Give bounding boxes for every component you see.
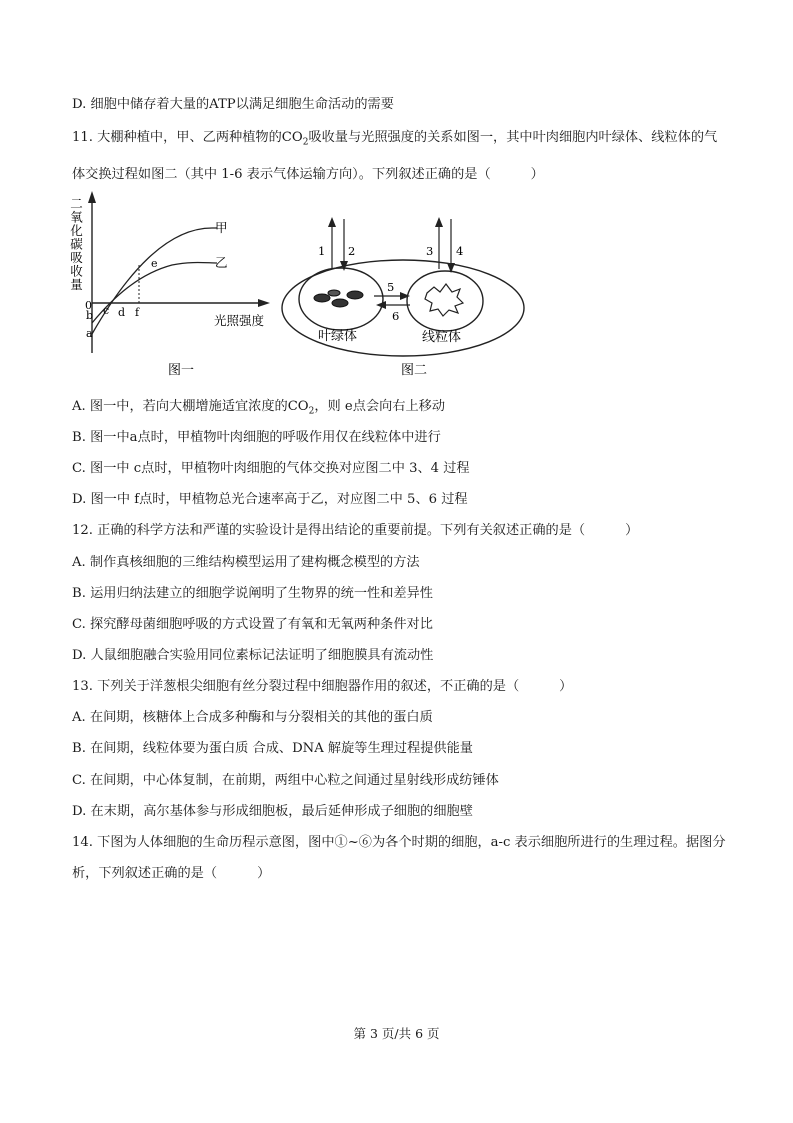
q13-option-b: B. 在间期，线粒体要为蛋白质 合成、DNA 解旋等生理过程提供能量	[72, 741, 473, 756]
q12-option-d: D. 人鼠细胞融合实验用同位素标记法证明了细胞膜具有流动性	[72, 648, 434, 663]
cristae	[425, 284, 463, 316]
mitochondrion-shape	[407, 271, 483, 331]
point-e: e	[151, 257, 158, 270]
label-yi: 乙	[215, 255, 228, 270]
point-b: b	[86, 309, 94, 322]
figures-svg	[68, 183, 532, 383]
question-13-stem	[72, 678, 572, 695]
fig2-caption: 图二	[401, 363, 428, 378]
question-11-stem	[72, 122, 727, 190]
q11-text-b: 吸收量与光照强度的关系如图一，其中叶肉细胞内叶绿体、线粒体的气体交换过程如图二（其中 1-6 表示气体运输方向）。下列叙述正确的是（	[72, 130, 718, 182]
q11-text-a: 11. 大棚种植中，甲、乙两种植物的CO	[72, 130, 303, 145]
question-12-stem	[72, 522, 638, 539]
q11-option-a-text-b: ，则 e点会向右上移动	[314, 399, 446, 414]
fig1-ylabel: 二氧化碳吸收量	[68, 197, 84, 292]
q12-option-c: C. 探究酵母菌细胞呼吸的方式设置了有氧和无氧两种条件对比	[72, 617, 433, 632]
point-d: d	[118, 306, 126, 319]
fig1-zero: 0	[85, 299, 92, 312]
label-jia: 甲	[215, 220, 228, 235]
q12-text: 12. 正确的科学方法和严谨的实验设计是得出结论的重要前提。下列有关叙述正确的是（	[72, 523, 586, 538]
q12-close-paren: ）	[625, 523, 639, 538]
arrow-label-3: 3	[426, 244, 434, 258]
point-a: a	[86, 327, 93, 340]
q11-close-paren: ）	[530, 166, 544, 182]
q11-option-a-text: A. 图一中，若向大棚增施适宜浓度的CO	[72, 399, 309, 414]
page-footer: 第 3 页/共 6 页	[353, 1026, 440, 1041]
q11-option-c: C. 图一中 c点时，甲植物叶肉细胞的气体交换对应图二中 3、4 过程	[72, 461, 470, 476]
curve-yi	[92, 263, 217, 324]
q11-option-a-sub: 2	[308, 406, 315, 417]
q13-text: 13. 下列关于洋葱根尖细胞有丝分裂过程中细胞器作用的叙述，不正确的是（	[72, 679, 520, 694]
q11-option-a	[72, 398, 445, 421]
fig1-xlabel: 光照强度	[214, 313, 265, 328]
mitochondrion-label: 线粒体	[422, 330, 462, 345]
figure-two	[282, 217, 524, 378]
q14-close-paren: ）	[257, 866, 271, 881]
arrow-label-1: 1	[318, 244, 326, 258]
curve-jia	[92, 228, 217, 334]
point-f: f	[135, 306, 140, 319]
chloroplast-label: 叶绿体	[318, 329, 358, 344]
q13-option-d: D. 在末期，高尔基体参与形成细胞板，最后延伸形成子细胞的细胞壁	[72, 804, 473, 819]
q13-option-a: A. 在间期，核糖体上合成多种酶和与分裂相关的其他的蛋白质	[72, 710, 433, 725]
q13-option-c: C. 在间期，中心体复制，在前期，两组中心粒之间通过星射线形成纺锤体	[72, 773, 499, 788]
arrow-label-2: 2	[348, 244, 356, 258]
q14-text: 14. 下图为人体细胞的生命历程示意图，图中①~⑥为各个时期的细胞，a-c 表示细胞所进行的生理过程。据图分析，下列叙述正确的是（	[72, 835, 726, 881]
fig1-caption: 图一	[168, 363, 195, 378]
arrow-label-6: 6	[392, 309, 400, 323]
option-d-previous: D. 细胞中储存着大量的ATP以满足细胞生命活动的需要	[72, 97, 394, 112]
point-c: c	[103, 304, 110, 317]
arrow-label-5: 5	[387, 280, 395, 294]
q13-close-paren: ）	[559, 679, 573, 694]
question-11-figures	[68, 183, 532, 383]
question-14-stem	[72, 827, 727, 889]
q12-option-a: A. 制作真核细胞的三维结构模型运用了建构概念模型的方法	[72, 555, 420, 570]
q12-option-b: B. 运用归纳法建立的细胞学说阐明了生物界的统一性和差异性	[72, 586, 433, 601]
arrow-label-4: 4	[456, 244, 464, 258]
q11-option-d: D. 图一中 f点时，甲植物总光合速率高于乙，对应图二中 5、6 过程	[72, 492, 468, 507]
q11-option-b: B. 图一中a点时，甲植物叶肉细胞的呼吸作用仅在线粒体中进行	[72, 430, 441, 445]
figure-one	[69, 191, 271, 378]
q11-subscript: 2	[302, 137, 309, 148]
